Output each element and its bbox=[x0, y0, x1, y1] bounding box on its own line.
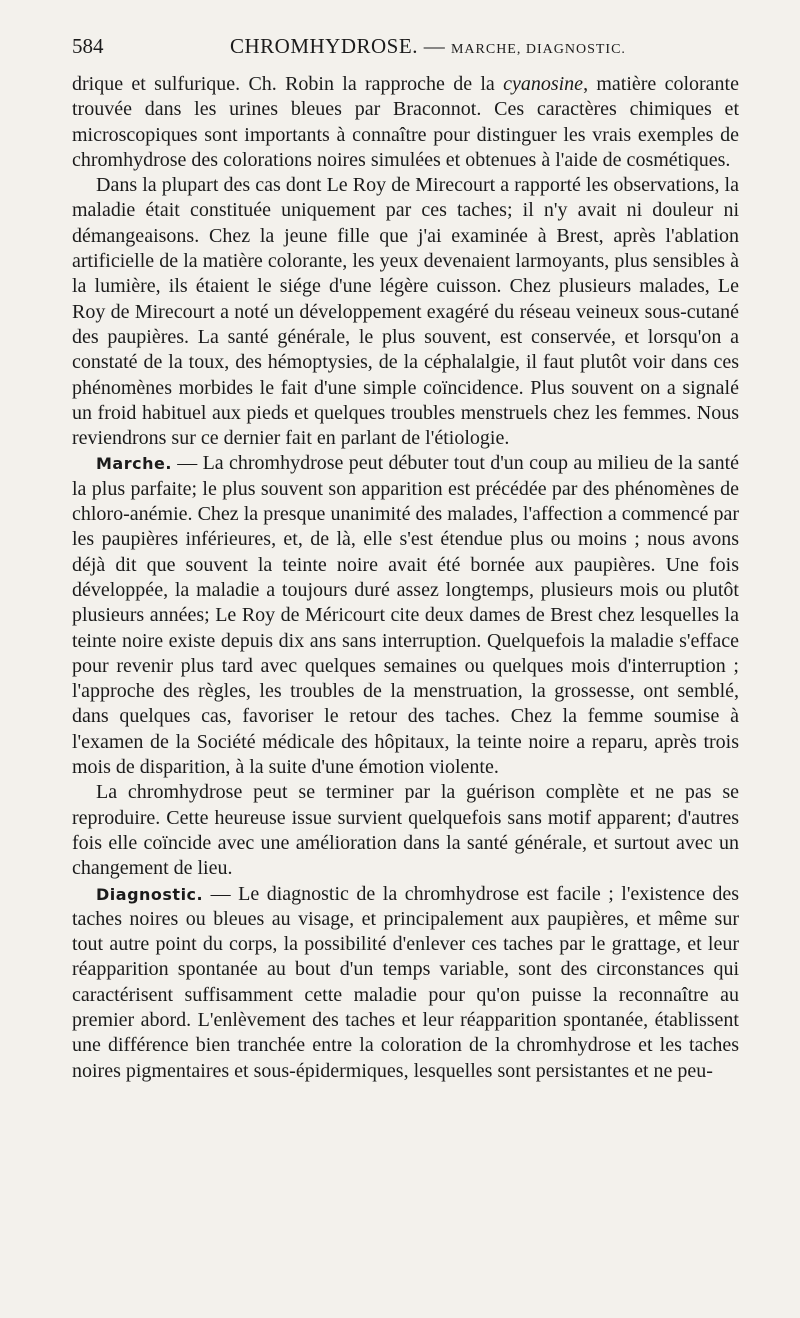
section-heading-marche: Marche. bbox=[96, 454, 172, 474]
running-title-main: CHROMHYDROSE. bbox=[230, 34, 418, 58]
italic-term: cyanosine bbox=[503, 73, 584, 95]
running-title-sub: MARCHE, DIAGNOSTIC. bbox=[450, 42, 626, 57]
page-number: 584 bbox=[72, 34, 104, 58]
paragraph-continuation: drique et sulfurique. Ch. Robin la rapproche de la cyanosine, matière colorante trouvée dans les urines bleues par Braconnot. Ces caractères chimiques et microscopiques sont importants à connaître pour distinguer les vrais exemples de chromhydrose des colorations noires simulées et obtenues à l'aide de cosmétiques. bbox=[72, 73, 739, 171]
body-text bbox=[72, 72, 739, 1084]
running-header bbox=[72, 34, 738, 64]
running-title-dash: — bbox=[423, 34, 446, 58]
paragraph-diagnostic: Diagnostic. — Le diagnostic de la chromhydrose est facile ; l'existence des taches noires ou bleues au visage, et principalement aux paupières, et même sur tout autre point du corps, la possibilité d'enlever ces taches par le grattage, et leur réapparition spontanée au bout d'un temps variable, sont des circonstances qui caractérisent suffisamment cette maladie pour qu'on puisse la reconnaître au premier abord. L'enlèvement des taches et leur réapparition spontanée, établissent une différence bien tranchée entre la coloration de la chromhydrose et les taches noires pigmentaires et sous-épidermiques, lesquelles sont persistantes et ne peu- bbox=[72, 882, 739, 1082]
section-heading-diagnostic: Diagnostic. bbox=[96, 884, 204, 904]
paragraph-marche: Marche. — La chromhydrose peut débuter tout d'un coup au milieu de la santé la plus parfaite; le plus souvent son apparition est précédée par des phénomènes de chloro-anémie. Chez la presque unanimité des malades, l'affection a commencé par les paupières inférieures, et, de là, elle s'est étendue plus ou moins ; nous avons déjà dit que souvent la teinte noire avait été bornée aux paupières. Une fois développée, la maladie a toujours duré assez longtemps, plusieurs mois ou plutôt plusieurs années; Le Roy de Méricourt cite deux dames de Brest chez lesquelles la teinte noire existe depuis dix ans sans interruption. Quelquefois la maladie s'efface pour revenir plus tard avec quelques semaines ou quelques mois d'interruption ; l'approche des règles, les troubles de la menstruation, la grossesse, ont semblé, dans quelques cas, favoriser le retour des taches. Chez la femme soumise à l'examen de la Société médicale des hôpitaux, la teinte noire a reparu, après trois mois de disparition, à la suite d'une émotion violente. bbox=[72, 452, 739, 779]
paragraph-terminaison: La chromhydrose peut se terminer par la guérison complète et ne pas se reproduire. Cette heureuse issue survient quelquefois sans motif apparent; d'autres fois elle coïncide avec une amélioration dans la santé générale, et surtout avec un changement de lieu. bbox=[72, 781, 739, 880]
running-title bbox=[230, 34, 626, 59]
paragraph-observations: Dans la plupart des cas dont Le Roy de Mirecourt a rapporté les observations, la maladie était constituée uniquement par ces taches; il n'y avait ni douleur ni démangeaisons. Chez la jeune fille que j'ai examinée à Brest, après l'ablation artificielle de la matière colorante, les yeux devenaient larmoyants, plus sensibles à la lumière, ils étaient le siége d'une légère cuisson. Chez plusieurs malades, Le Roy de Mirecourt a noté un développement exagéré du réseau veineux sous-cutané des paupières. La santé générale, le plus souvent, est conservée, et lorsqu'on a constaté de la toux, des hémoptysies, de la céphalalgie, il faut plutôt voir dans ces phénomènes morbides le fait d'une simple coïncidence. Plus souvent on a signalé un froid habituel aux pieds et quelques troubles menstruels chez les femmes. Nous reviendrons sur ce dernier fait en parlant de l'étiologie. bbox=[72, 174, 739, 450]
